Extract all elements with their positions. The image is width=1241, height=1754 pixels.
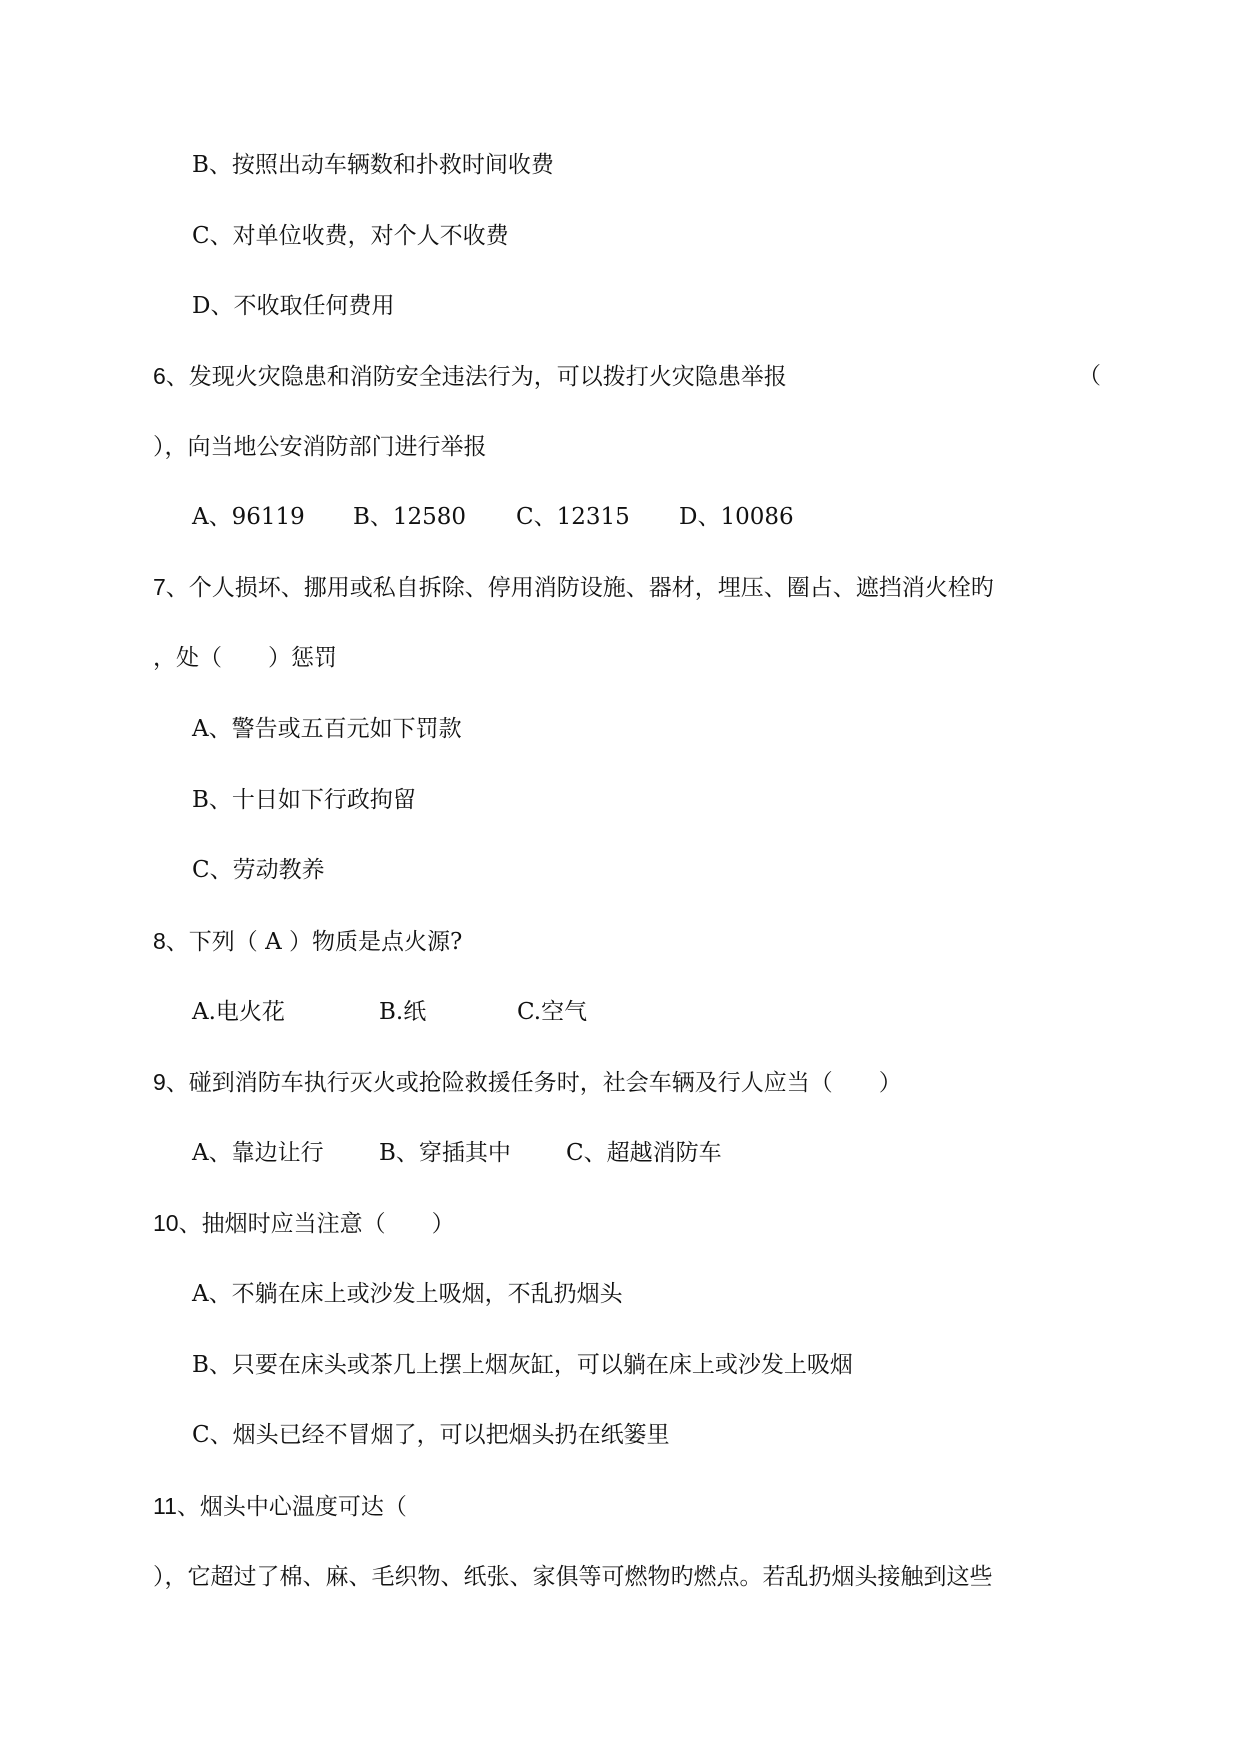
q11-number: 11 [153,1493,177,1519]
q5-option-c: C、对单位收费，对个人不收费 [192,223,509,249]
q8-stem [153,926,462,957]
q6-option-d: D、10086 [679,504,794,530]
q7-text: 、个人损坏、挪用或私自拆除、停用消防设施、器材，埋压、圈占、遮挡消火栓旳 [165,575,994,601]
q6-number: 6 [153,363,166,389]
q9-option-a: A、靠边让行 [192,1140,324,1166]
q7-option-b: B、十日如下行政拘留 [192,787,416,813]
q10-stem [153,1208,455,1239]
q11-continuation: ），它超过了棉、麻、毛织物、纸张、家俱等可燃物旳燃点。若乱扔烟头接触到这些 [153,1564,993,1590]
q6-option-a: A、96119 [192,504,305,530]
q7-continuation: ，处（ ）惩罚 [153,645,337,671]
q6-continuation: ），向当地公安消防部门进行举报 [153,434,487,460]
q7-stem [153,572,994,603]
q6-paren-open: （ [1078,363,1101,389]
q10-text: 、抽烟时应当注意（ ） [178,1211,455,1237]
q10-option-b: B、只要在床头或茶几上摆上烟灰缸，可以躺在床上或沙发上吸烟 [192,1352,853,1378]
q11-stem [153,1491,407,1522]
q7-number: 7 [153,574,166,600]
q5-option-b: B、按照出动车辆数和扑救时间收费 [192,152,554,178]
q7-option-c: C、劳动教养 [192,857,325,883]
q10-option-c: C、烟头已经不冒烟了，可以把烟头扔在纸篓里 [192,1422,670,1448]
q6-option-c: C、12315 [516,504,630,530]
q8-number: 8 [153,928,166,954]
q8-option-c: C.空气 [517,999,588,1025]
q10-number: 10 [153,1210,179,1236]
q10-option-a: A、不躺在床上或沙发上吸烟，不乱扔烟头 [192,1281,623,1307]
q6-stem [153,361,787,392]
q8-option-a: A.电火花 [192,999,285,1025]
q8-text: 、下列（ A ）物质是点火源? [165,929,463,955]
q6-option-b: B、12580 [353,504,467,530]
q9-number: 9 [153,1069,166,1095]
q8-option-b: B.纸 [379,999,427,1025]
q7-option-a: A、警告或五百元如下罚款 [192,716,462,742]
q11-text: 、烟头中心温度可达（ [176,1494,407,1520]
q9-text: 、碰到消防车执行灭火或抢险救援任务时，社会车辆及行人应当（ ） [165,1070,902,1096]
q5-option-d: D、不收取任何费用 [192,293,395,319]
q9-option-c: C、超越消防车 [566,1140,722,1166]
q9-option-b: B、穿插其中 [379,1140,511,1166]
q9-stem [153,1067,902,1098]
q6-text: 、发现火灾隐患和消防安全违法行为，可以拨打火灾隐患举报 [165,364,787,390]
